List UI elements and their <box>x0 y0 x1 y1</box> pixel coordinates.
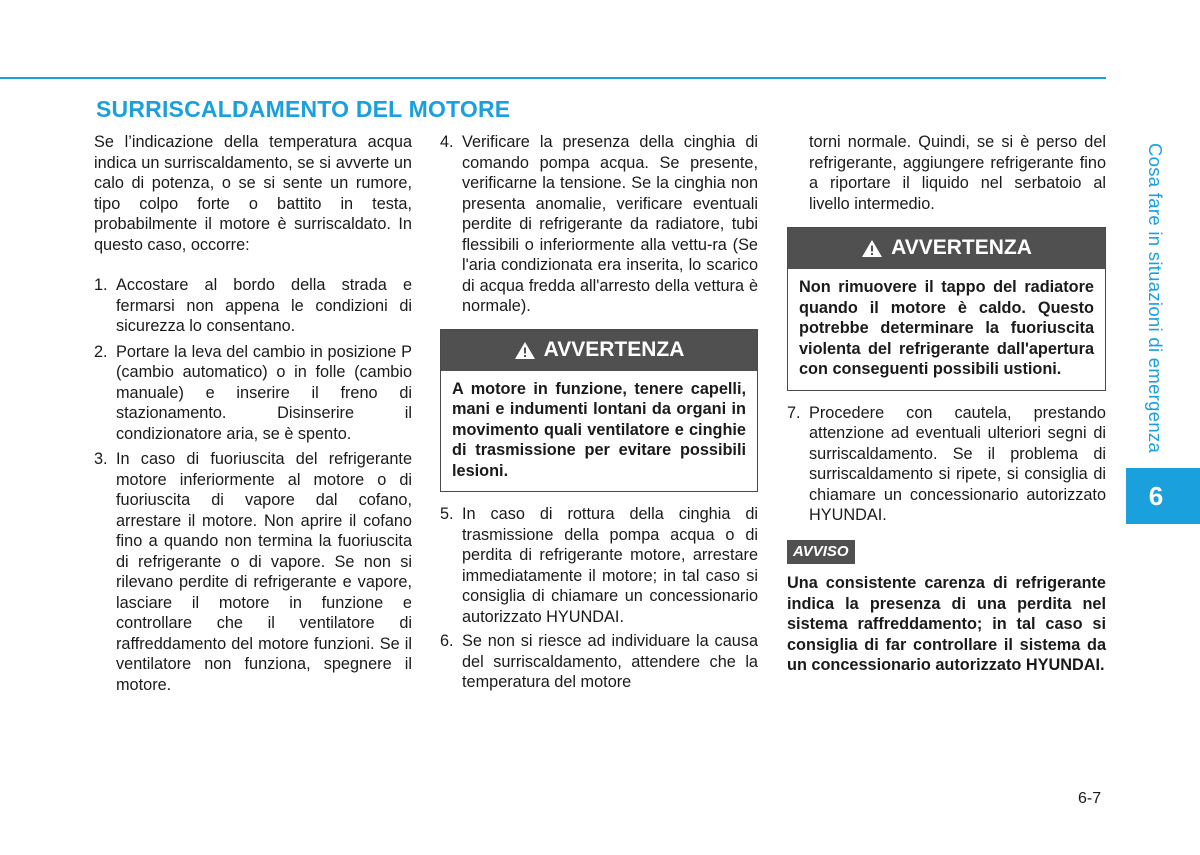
header-rule <box>0 77 1106 79</box>
steps-list-2 <box>440 132 758 317</box>
step-text: Accostare al bordo della strada e fermarsi non appena le condizioni di sicurezza lo consentano. <box>116 276 412 335</box>
step-number: 2. <box>94 342 108 361</box>
column-2 <box>440 132 758 697</box>
step-text: Procedere con cautela, prestando attenzione ad eventuali ulteriori segni di surriscaldamento. Se il problema di surriscaldamento si ripete, si consiglia di chiamare un concessionario autorizzato HYUNDAI. <box>809 403 1106 524</box>
warning-title: AVVERTENZA <box>543 337 685 361</box>
page-number: 6-7 <box>1078 790 1102 807</box>
step-text: In caso di fuoriuscita del refrigerante motore inferiormente al motore o di fuoriuscita di vapore dal cofano, arrestare il motore. Non aprire il cofano fino a quando non termina la fuoriuscita di refrigerante o di vapore. Se non si rilevano perdite di refrigerante e vapore, lasciare il motore in funzione e controllare che il ventilatore di raffreddamento del motore funzioni. Se il ventilatore non funziona, spegnere il motore. <box>116 450 412 694</box>
page-title: SURRISCALDAMENTO DEL MOTORE <box>96 96 511 122</box>
column-1 <box>94 132 412 700</box>
step-number: 5. <box>440 505 454 523</box>
warning-text: Non rimuovere il tappo del radiatore quando il motore è caldo. Questo potrebbe determinare la fuoriuscita violenta del refrigerante dall'apertura con conseguenti possibili ustioni. <box>799 278 1094 378</box>
list-item <box>440 504 758 627</box>
steps-list-1 <box>94 275 412 695</box>
warning-box <box>440 329 758 493</box>
list-item <box>94 275 412 337</box>
steps-list-3 <box>440 504 758 693</box>
warning-header <box>441 330 757 371</box>
warning-icon <box>514 341 536 360</box>
column-3 <box>787 132 1106 676</box>
list-item <box>787 403 1106 526</box>
warning-box <box>787 227 1106 391</box>
step-number: 1. <box>94 276 108 294</box>
section-side-label: Cosa fare in situazioni di emergenza <box>1145 143 1166 454</box>
step-text: In caso di rottura della cinghia di trasmissione della pompa acqua o di perdita di refrigerante motore, arrestare immediatamente il motore; in tal caso si consiglia di chiamare un concessionario autorizzato HYUNDAI. <box>462 505 758 626</box>
list-item <box>94 449 412 695</box>
notice-badge: AVVISO <box>787 540 855 565</box>
step-text: Verificare la presenza della cinghia di comando pompa acqua. Se presente, verificarne la tensione. Se la cinghia non presenta anomalie, verificare eventuali perdite di refrigerante da radiatore, tubi flessibili o inferiormente alla vettu-ra (Se l'aria condizionata era inserita, lo scarico di acqua fredda all'arresto della vettura è normale). <box>462 133 758 315</box>
list-item <box>94 342 412 445</box>
intro-paragraph: Se l’indicazione della temperatura acqua indica un surriscaldamento, se si avverte un calo di potenza, o se si sente un rumore, tipo colpo forte o battito in testa, probabilmente il motore è surriscaldato. In questo caso, occorre: <box>94 133 412 254</box>
step-number: 6. <box>440 632 454 650</box>
steps-list-4 <box>787 403 1106 526</box>
warning-icon <box>861 239 883 258</box>
step-number: 7. <box>787 403 801 422</box>
warning-header <box>788 228 1105 269</box>
step-text: Portare la leva del cambio in posizione P (cambio automatico) o in folle (cambio manuale) e inserire il freno di stazionamento. Disinserire il condizionatore aria, se è spento. <box>116 342 412 443</box>
warning-title: AVVERTENZA <box>891 236 1032 260</box>
step-number: 4. <box>440 133 454 151</box>
notice-text: Una consistente carenza di refrigerante indica la presenza di una perdita nel sistema raffreddamento; in tal caso si consiglia di far controllare il sistema da un concessionario autorizzato HYUNDAI. <box>787 574 1106 674</box>
step-6-continuation: torni normale. Quindi, se si è perso del refrigerante, aggiungere refrigerante fino a riportare il liquido nel serbatoio al livello intermedio. <box>809 133 1106 213</box>
chapter-tab: 6 <box>1126 468 1200 524</box>
step-text: Se non si riesce ad individuare la causa del surriscaldamento, attendere che la temperatura del motore <box>462 632 758 691</box>
list-item <box>440 631 758 693</box>
warning-text: A motore in funzione, tenere capelli, mani e indumenti lontani da organi in movimento quali ventilatore e cinghie di trasmissione per evitare possibili lesioni. <box>452 379 746 480</box>
list-item <box>440 132 758 317</box>
step-number: 3. <box>94 450 108 468</box>
